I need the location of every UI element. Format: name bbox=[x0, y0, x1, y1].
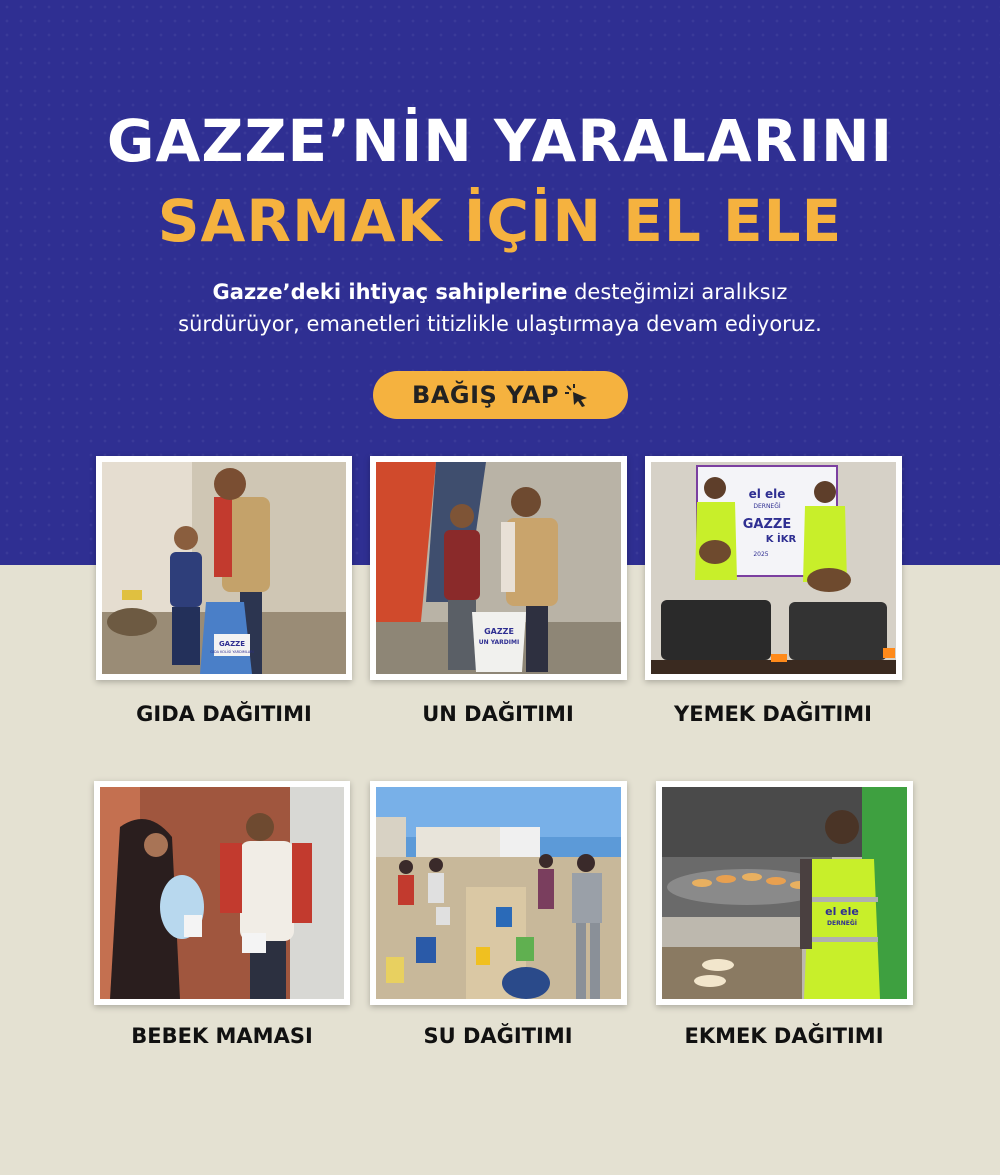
photo-card-flour bbox=[370, 456, 627, 680]
photo-baby-formula bbox=[100, 787, 344, 999]
vest-logo-text: el ele bbox=[825, 905, 859, 918]
vest-logo-subtext: DERNEĞİ bbox=[827, 920, 857, 927]
photo-card-baby-formula bbox=[94, 781, 350, 1005]
photo-card-water bbox=[370, 781, 627, 1005]
caption-water: SU DAĞITIMI bbox=[423, 1024, 573, 1048]
caption-baby-formula: BEBEK MAMASI bbox=[131, 1024, 313, 1048]
subtitle-line-2: sürdürüyor, emanetleri titizlikle ulaştırmaya devam ediyoruz. bbox=[178, 312, 822, 336]
sign-year: 2025 bbox=[753, 551, 769, 558]
bag-sublabel-flour: UN YARDIMI bbox=[478, 639, 520, 646]
bag-label-flour: GAZZE bbox=[484, 627, 514, 636]
subtitle-rest: desteğimizi aralıksız bbox=[567, 280, 788, 304]
photo-bread-distribution bbox=[662, 787, 907, 999]
caption-bread: EKMEK DAĞITIMI bbox=[684, 1024, 884, 1048]
subtitle-line-1 bbox=[0, 276, 1000, 308]
bag-sublabel-food: GIDA KOLİSİ YARDIMLARI bbox=[210, 650, 254, 654]
cursor-icon bbox=[563, 382, 589, 408]
caption-food: GIDA DAĞITIMI bbox=[136, 702, 312, 726]
photo-card-bread bbox=[656, 781, 913, 1005]
sign-line-2: K İKR bbox=[765, 534, 797, 545]
sign-logo-subtext: DERNEĞİ bbox=[753, 503, 781, 510]
photo-water-distribution bbox=[376, 787, 621, 999]
caption-meal: YEMEK DAĞITIMI bbox=[674, 702, 872, 726]
donate-button-label: BAĞIŞ YAP bbox=[412, 381, 559, 409]
sign-line: GAZZE bbox=[742, 517, 792, 532]
sign-logo-text: el ele bbox=[748, 487, 786, 501]
subtitle-bold: Gazze’deki ihtiyaç sahiplerine bbox=[212, 280, 568, 304]
donate-button[interactable] bbox=[373, 371, 628, 419]
subtitle bbox=[0, 276, 1000, 340]
caption-flour: UN DAĞITIMI bbox=[422, 702, 574, 726]
headline-line-1: GAZZE’NİN YARALARINI bbox=[106, 107, 894, 175]
photo-flour-distribution bbox=[376, 462, 621, 674]
headline-line-2: SARMAK İÇİN EL ELE bbox=[157, 187, 843, 255]
photo-food-distribution bbox=[102, 462, 346, 674]
bag-label-food: GAZZE bbox=[218, 640, 246, 648]
photo-card-meal bbox=[645, 456, 902, 680]
photo-meal-distribution bbox=[651, 462, 896, 674]
photo-card-food bbox=[96, 456, 352, 680]
